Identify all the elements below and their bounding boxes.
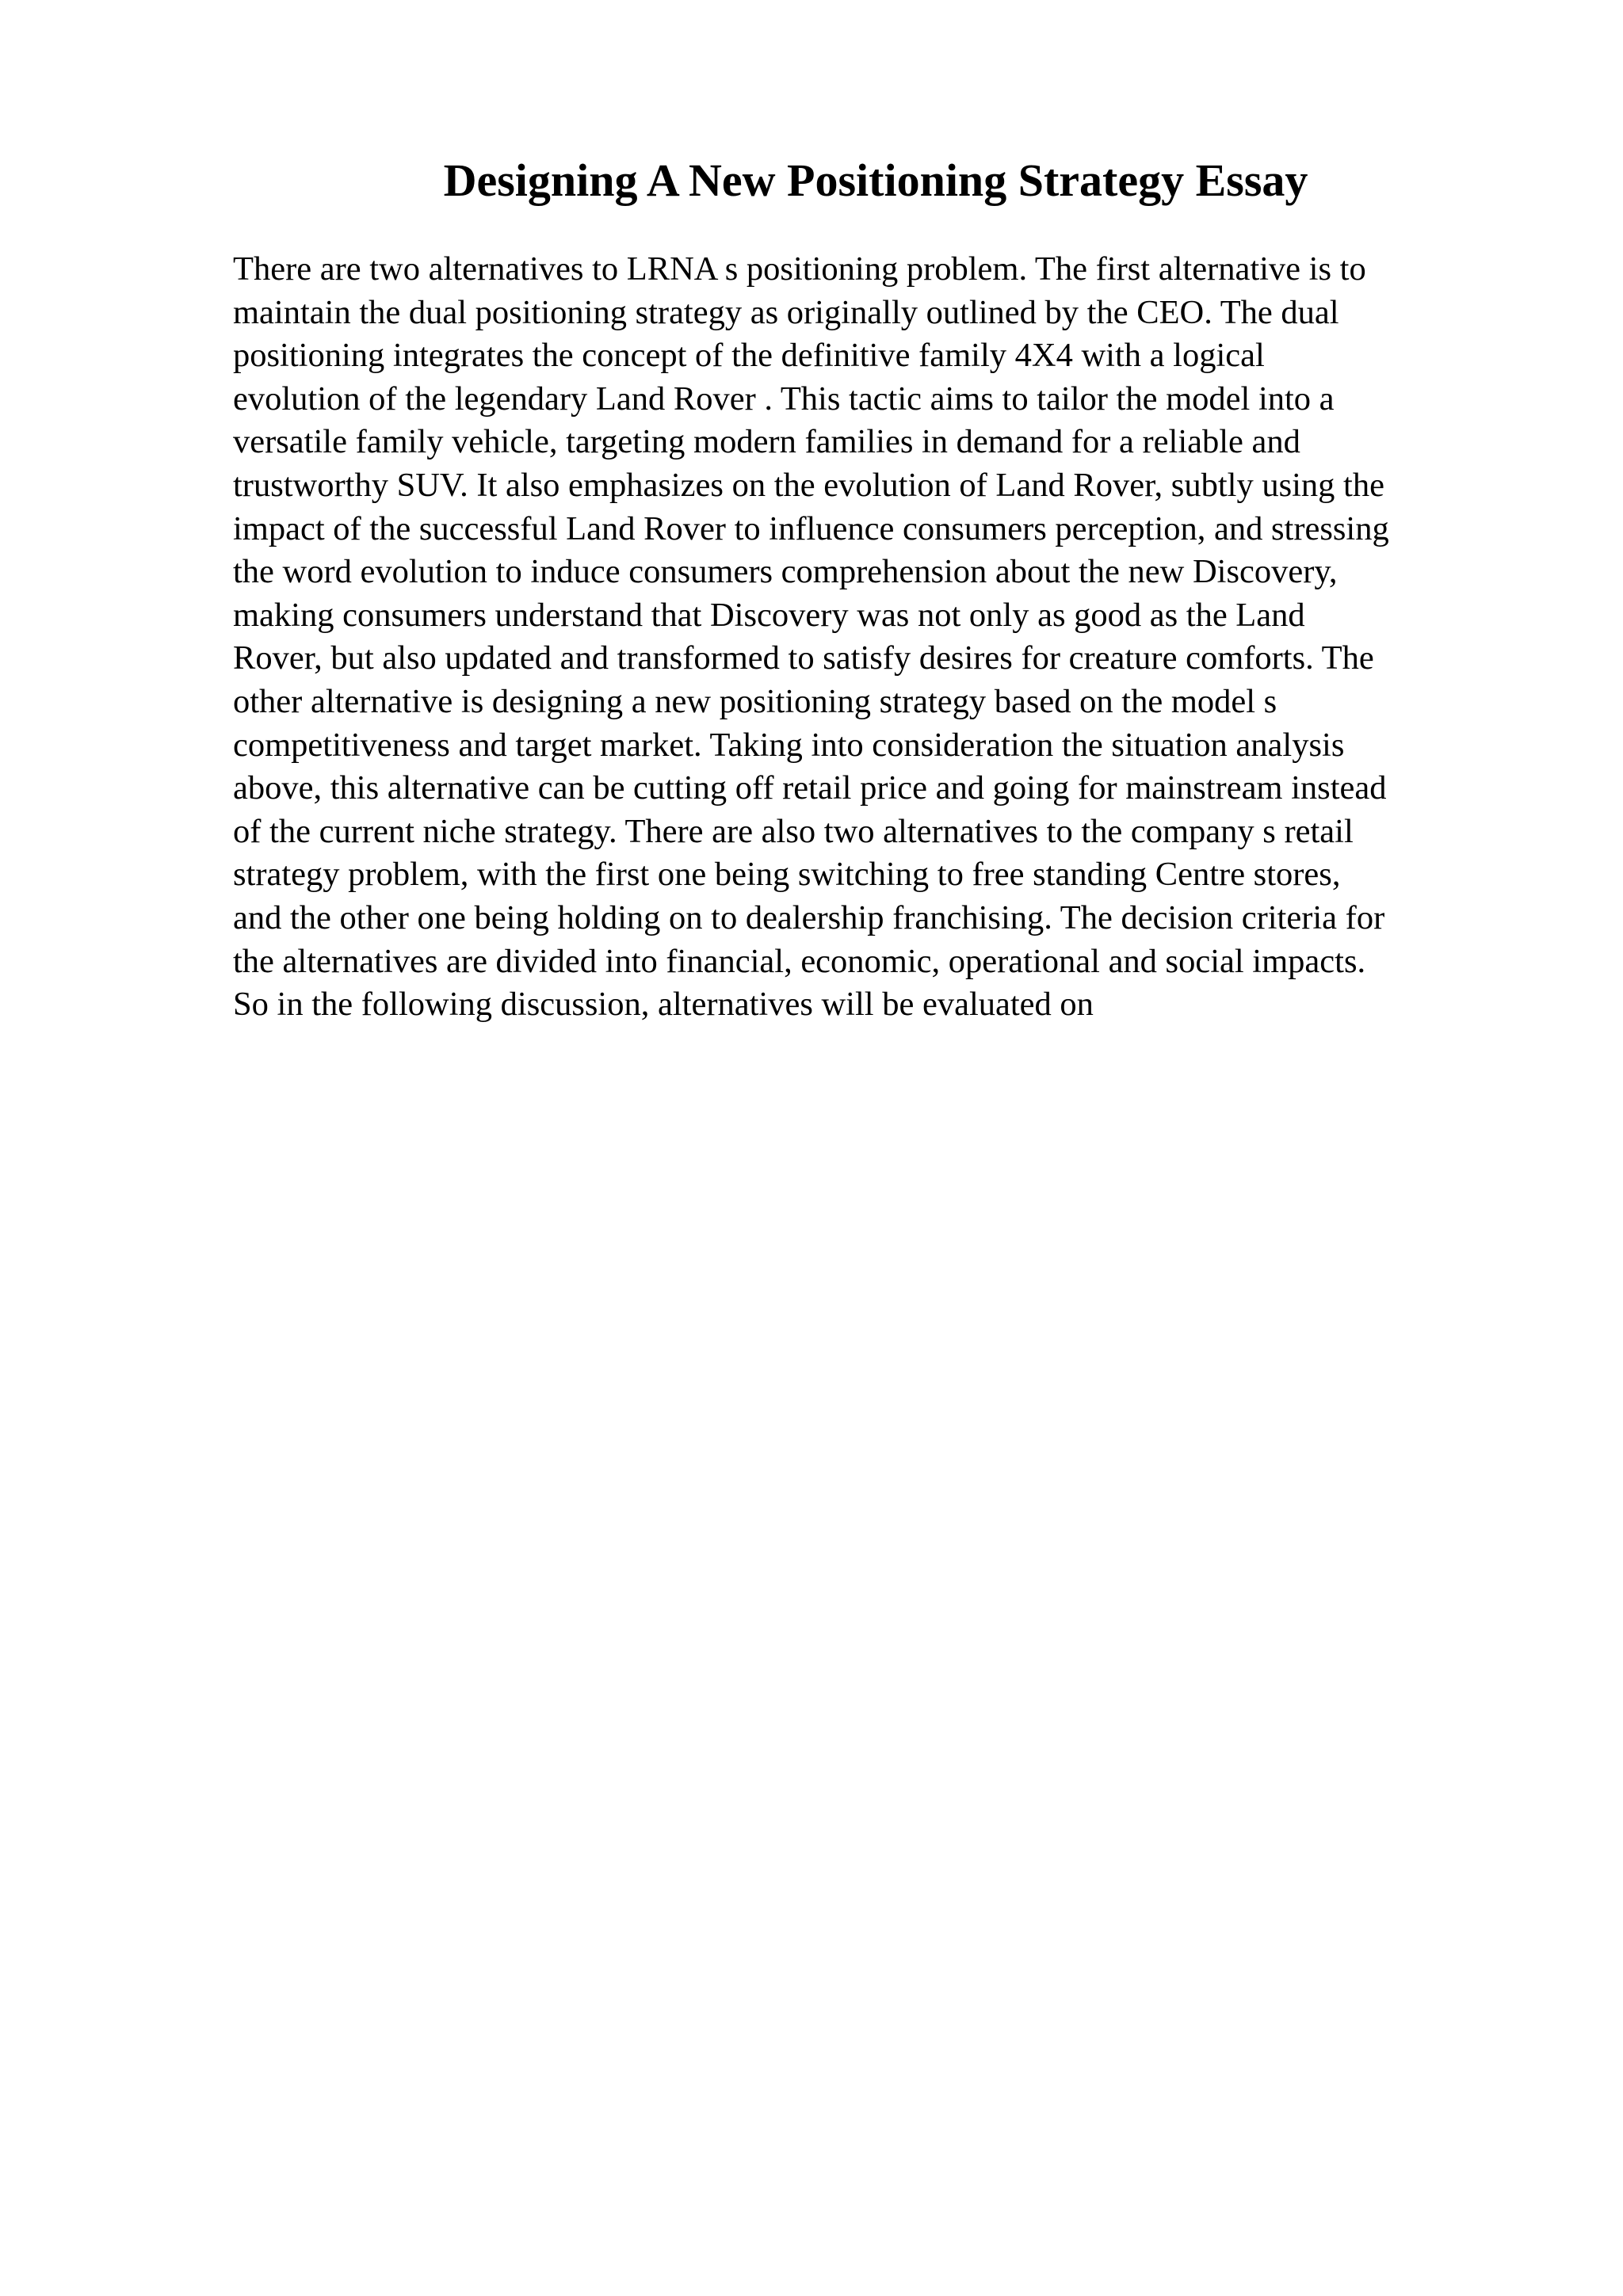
paragraph-line: versatile family vehicle, targeting modern families in demand for a reliable and [233, 423, 1300, 461]
paragraph-line: the word evolution to induce consumers comprehension about the new Discovery, [233, 553, 1338, 591]
paragraph-line: and the other one being holding on to dealership franchising. The decision criteria for [233, 898, 1385, 936]
document-title: Designing A New Positioning Strategy Essay [443, 154, 1308, 206]
paragraph-line: So in the following discussion, alternatives will be evaluated on [233, 986, 1094, 1024]
paragraph-line: competitiveness and target market. Taking into consideration the situation analysis [233, 726, 1345, 764]
paragraph-line: Rover, but also updated and transformed to satisfy desires for creature comforts. The [233, 639, 1374, 677]
paragraph-line: impact of the successful Land Rover to influence consumers perception, and stressing [233, 509, 1389, 547]
paragraph-line: maintain the dual positioning strategy as originally outlined by the CEO. The dual [233, 293, 1339, 331]
paragraph-line: other alternative is designing a new positioning strategy based on the model s [233, 682, 1277, 720]
essay-paragraph [233, 248, 1517, 1027]
paragraph-line: of the current niche strategy. There are also two alternatives to the company s retail [233, 812, 1354, 850]
paragraph-line: trustworthy SUV. It also emphasizes on the evolution of Land Rover, subtly using the [233, 466, 1384, 504]
paragraph-line: strategy problem, with the first one being switching to free standing Centre stores, [233, 856, 1341, 894]
paragraph-line: evolution of the legendary Land Rover . This tactic aims to tailor the model into a [233, 379, 1335, 418]
paragraph-line: There are two alternatives to LRNA s positioning problem. The first alternative is to [233, 250, 1366, 288]
paragraph-line: the alternatives are divided into financial, economic, operational and social impacts. [233, 942, 1366, 980]
paragraph-line: above, this alternative can be cutting off retail price and going for mainstream instead [233, 769, 1387, 807]
paragraph-line: positioning integrates the concept of the definitive family 4X4 with a logical [233, 337, 1265, 375]
paragraph-line: making consumers understand that Discovery was not only as good as the Land [233, 596, 1305, 634]
